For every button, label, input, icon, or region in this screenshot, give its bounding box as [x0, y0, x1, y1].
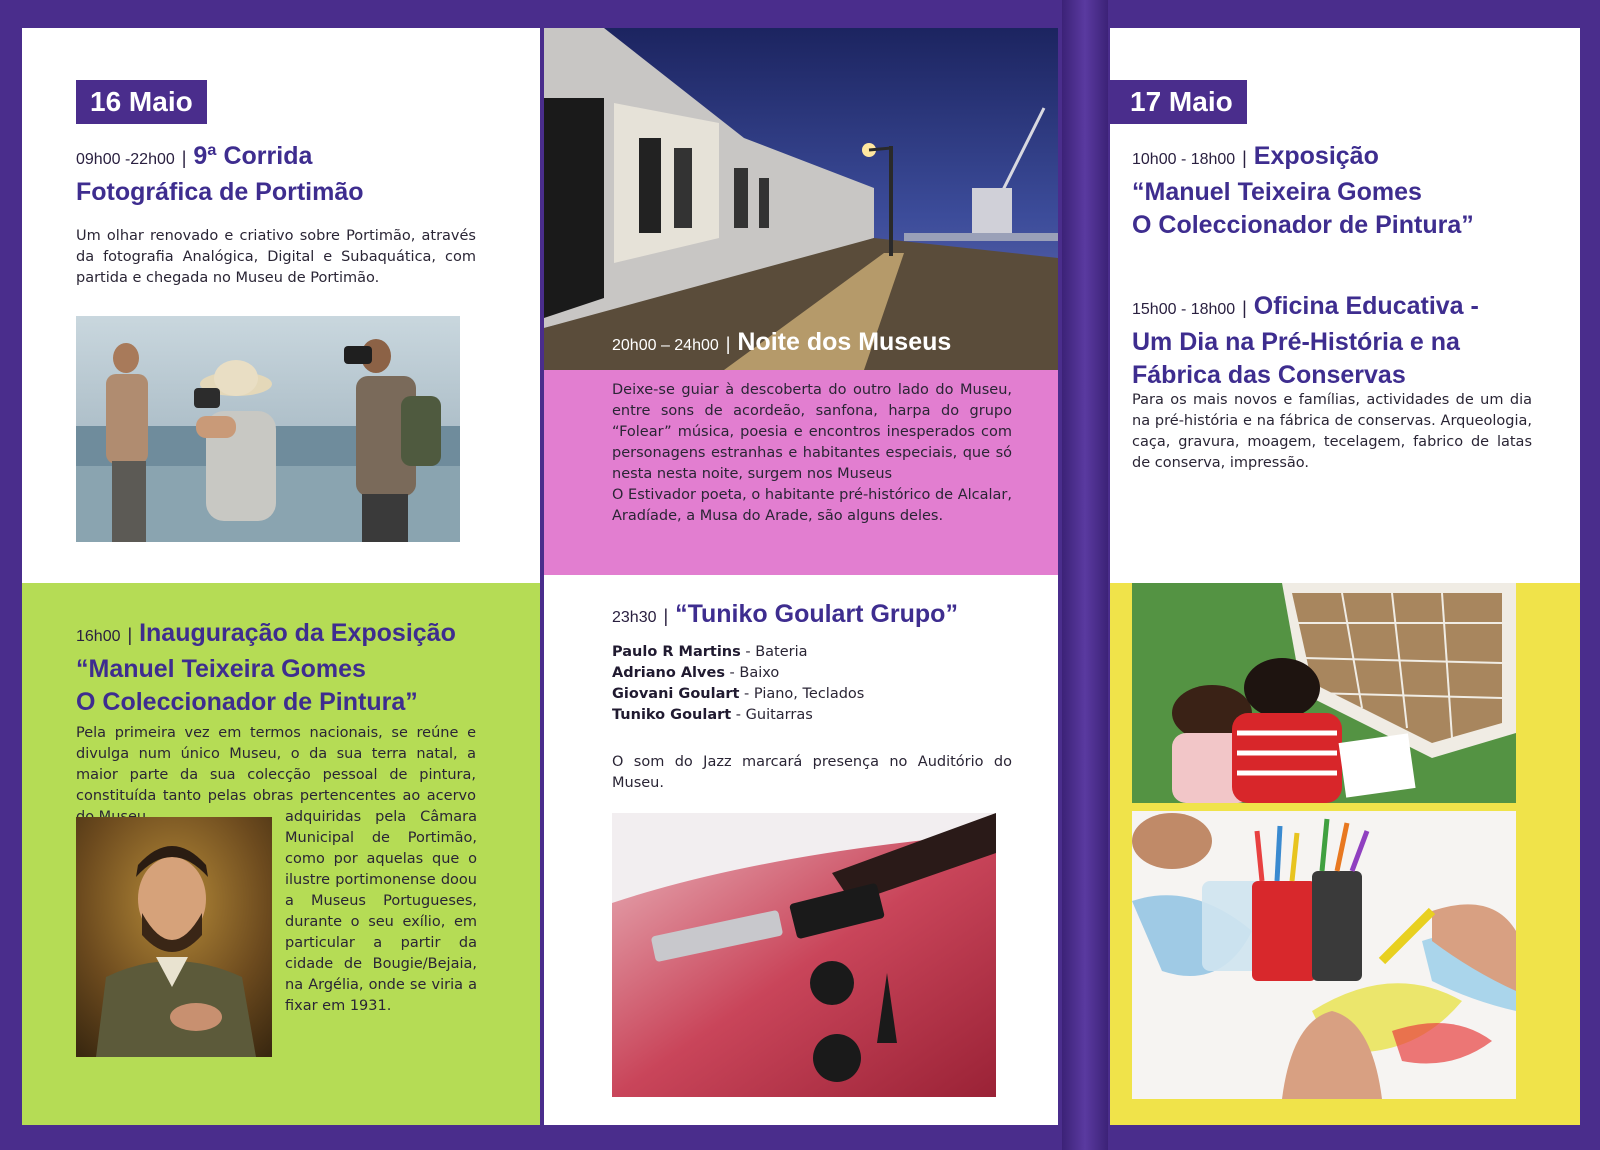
member-name: Adriano Alves: [612, 665, 725, 681]
event-noite-description: [612, 380, 1012, 527]
event-time: 20h00 – 24h00: [612, 337, 719, 354]
event-time: 09h00 -22h00: [76, 151, 175, 168]
member-name: Paulo R Martins: [612, 644, 741, 660]
guitar-photo: [612, 813, 996, 1097]
title-line: Um Dia na Pré-História e na: [1132, 328, 1460, 356]
separator: |: [181, 148, 187, 168]
member-role: - Baixo: [724, 665, 780, 681]
date-tab-16: 16 Maio: [76, 80, 207, 124]
separator: |: [127, 625, 133, 645]
event-oficina-title: [1132, 290, 1572, 392]
event-tuniko-description: O som do Jazz marcará presença no Auditório do Museu.: [612, 754, 1012, 791]
band-members-list: [612, 642, 1012, 726]
event-exposicao-title: [1132, 140, 1572, 242]
description-paragraph: Deixe-se guiar à descoberta do outro lado do Museu, entre sons de acordeão, sanfona, harpa do grupo “Folear” música, poesia e encontros inesperados com personagens estranhas e habitantes especiais, que só nesta nesta noite, surgem nos Museus: [612, 382, 1012, 482]
title-line: “Tuniko Goulart Grupo”: [675, 600, 958, 628]
event-inauguracao-title: [76, 617, 516, 719]
event-tuniko-title: [612, 598, 1052, 634]
title-line: Oficina Educativa -: [1253, 292, 1479, 320]
painting-activity-photo: [1132, 811, 1516, 1099]
member-role: - Guitarras: [731, 707, 813, 723]
title-line: O Coleccionador de Pintura”: [76, 688, 418, 716]
band-member: [612, 663, 1012, 684]
band-member: [612, 705, 1012, 726]
title-line: “Manuel Teixeira Gomes: [76, 655, 366, 683]
title-line: Fotográfica de Portimão: [76, 178, 364, 206]
event-time: 10h00 - 18h00: [1132, 151, 1236, 168]
photographers-photo: [76, 316, 460, 542]
portrait-painting: [76, 817, 272, 1057]
panel-middle: [544, 28, 1058, 1125]
separator: |: [1242, 148, 1247, 168]
title-line: Exposição: [1253, 142, 1379, 170]
event-inauguracao-description-side: adquiridas pela Câmara Municipal de Portimão, como por aquelas que o ilustre portimonense doou a Museus Portugueses, durante o seu exílio, em particular a partir da cidade de Bougie/Bejaia, na Argélia, onde se viria a fixar em 1931.: [285, 809, 477, 1014]
event-oficina-description: Para os mais novos e famílias, actividades de um dia na pré-história e na fábrica de conservas. Arqueologia, caça, gravura, moagem, tecelagem, fabrico de latas de conserva, impressão.: [1132, 392, 1532, 471]
member-name: Tuniko Goulart: [612, 707, 732, 723]
title-line: Noite dos Museus: [737, 328, 952, 356]
separator: |: [663, 606, 669, 626]
yellow-section: [1110, 583, 1580, 1125]
event-time: 15h00 - 18h00: [1132, 301, 1236, 318]
event-time: 16h00: [76, 628, 121, 645]
member-role: - Piano, Teclados: [739, 686, 865, 702]
separator: |: [725, 334, 731, 354]
band-member: [612, 684, 1012, 705]
date-tab-17: 17 Maio: [1110, 80, 1247, 124]
title-line: Fábrica das Conservas: [1132, 361, 1406, 389]
pink-section: [544, 370, 1058, 575]
member-name: Giovani Goulart: [612, 686, 740, 702]
event-corrida-title: [76, 140, 516, 209]
event-inauguracao-description: Pela primeira vez em termos nacionais, se reúne e divulga num único Museu, o da sua terra natal, a maior parte da sua colecção pessoal de pintura, constituída tanto pelas obras pertencentes ao acervo: [76, 725, 476, 804]
description-paragraph: O Estivador poeta, o habitante pré-histórico de Alcalar, Aradíade, a Musa do Arade, são alguns deles.: [612, 487, 1012, 524]
event-corrida-description: Um olhar renovado e criativo sobre Portimão, através da fotografia Analógica, Digital e Subaquática, com partida e chegada no Museu de Portimão.: [76, 228, 476, 286]
title-line: Inauguração da Exposição: [139, 619, 456, 647]
title-line: 9ª Corrida: [193, 142, 313, 170]
band-member: [612, 642, 1012, 663]
fold-shadow: [1062, 0, 1108, 1150]
event-time: 23h30: [612, 609, 657, 626]
event-noite-title: [612, 326, 1052, 362]
member-role: - Bateria: [740, 644, 808, 660]
museum-night-photo: [544, 28, 1058, 370]
archaeology-photo: [1132, 583, 1516, 803]
title-line: O Coleccionador de Pintura”: [1132, 211, 1474, 239]
separator: |: [1242, 298, 1247, 318]
panel-day-16: [22, 28, 540, 1125]
title-line: “Manuel Teixeira Gomes: [1132, 178, 1422, 206]
panel-day-17: [1110, 28, 1580, 1125]
green-section: [22, 583, 540, 1125]
